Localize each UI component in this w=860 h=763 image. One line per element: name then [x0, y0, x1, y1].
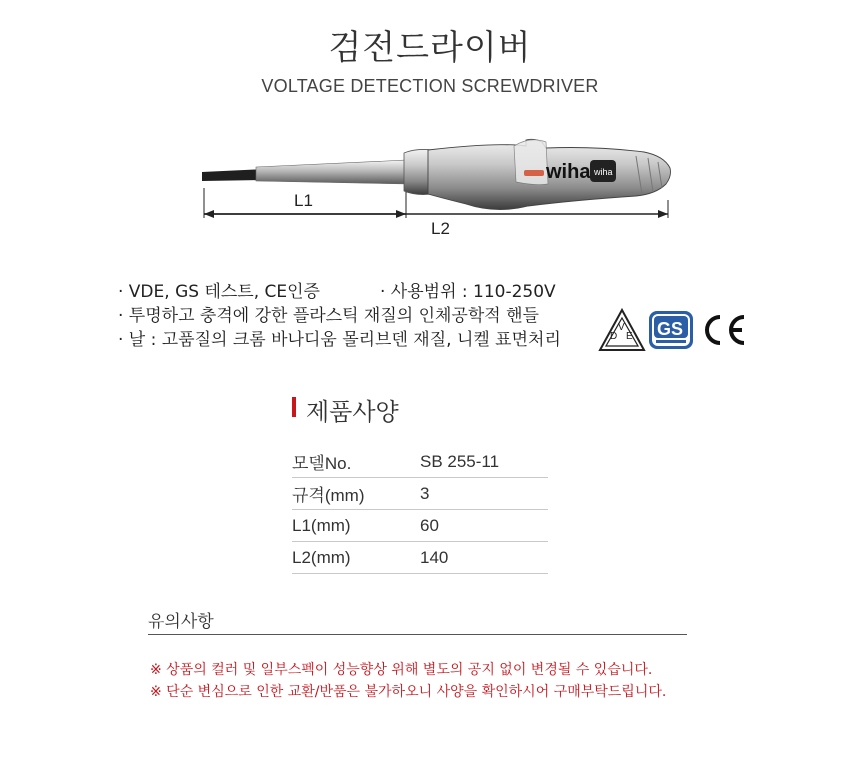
- notice-item: ※ 단순 변심으로 인한 교환/반품은 불가하오니 사양을 확인하시어 구매부탁드립니다.: [150, 684, 667, 700]
- spec-label: L1(mm): [292, 510, 420, 542]
- table-row: [292, 446, 548, 478]
- table-row: [292, 478, 548, 510]
- svg-text:D: D: [610, 331, 618, 342]
- l2-label: L2: [431, 219, 450, 238]
- spec-value: 60: [420, 510, 548, 542]
- spec-label: 모델No.: [292, 446, 420, 478]
- svg-text:V: V: [618, 322, 625, 333]
- brand-label: wiha: [546, 161, 591, 183]
- spec-value: 140: [420, 542, 548, 574]
- vde-logo-icon: [596, 306, 648, 356]
- notice-divider: [148, 634, 687, 635]
- spec-value: 3: [420, 478, 548, 510]
- ce-logo-icon: [700, 313, 750, 347]
- table-row: [292, 510, 548, 542]
- notice-list: [150, 659, 666, 703]
- feature-certification: · VDE, GS 테스트, CE인증: [118, 282, 320, 302]
- notice-item: ※ 상품의 컬러 및 일부스펙이 성능향상 위해 별도의 공지 없이 변경될 수 있습니다.: [150, 662, 653, 678]
- spec-table: [292, 446, 548, 574]
- page-title: 검전드라이버: [328, 28, 532, 68]
- svg-text:GS: GS: [657, 319, 684, 339]
- svg-text:E: E: [626, 331, 633, 342]
- l1-label: L1: [294, 191, 313, 210]
- notice-title: 유의사항: [148, 612, 214, 632]
- page-subtitle: VOLTAGE DETECTION SCREWDRIVER: [261, 76, 599, 96]
- feature-list: [118, 280, 561, 352]
- screwdriver-shaft: [256, 160, 408, 184]
- spec-value: SB 255-11: [420, 446, 548, 478]
- spec-section-title: 제품사양: [306, 398, 399, 426]
- feature-handle: · 투명하고 충격에 강한 플라스틱 재질의 인체공학적 핸들: [118, 306, 539, 326]
- feature-blade: · 날 : 고품질의 크롬 바나디움 몰리브덴 재질, 니켈 표면처리: [118, 330, 561, 350]
- svg-text:wiha: wiha: [594, 167, 613, 177]
- table-row: [292, 542, 548, 574]
- spec-label: L2(mm): [292, 542, 420, 574]
- spec-label: 규격(mm): [292, 478, 420, 510]
- gs-logo-icon: [647, 309, 695, 351]
- feature-voltage-range: · 사용범위 : 110-250V: [380, 282, 556, 302]
